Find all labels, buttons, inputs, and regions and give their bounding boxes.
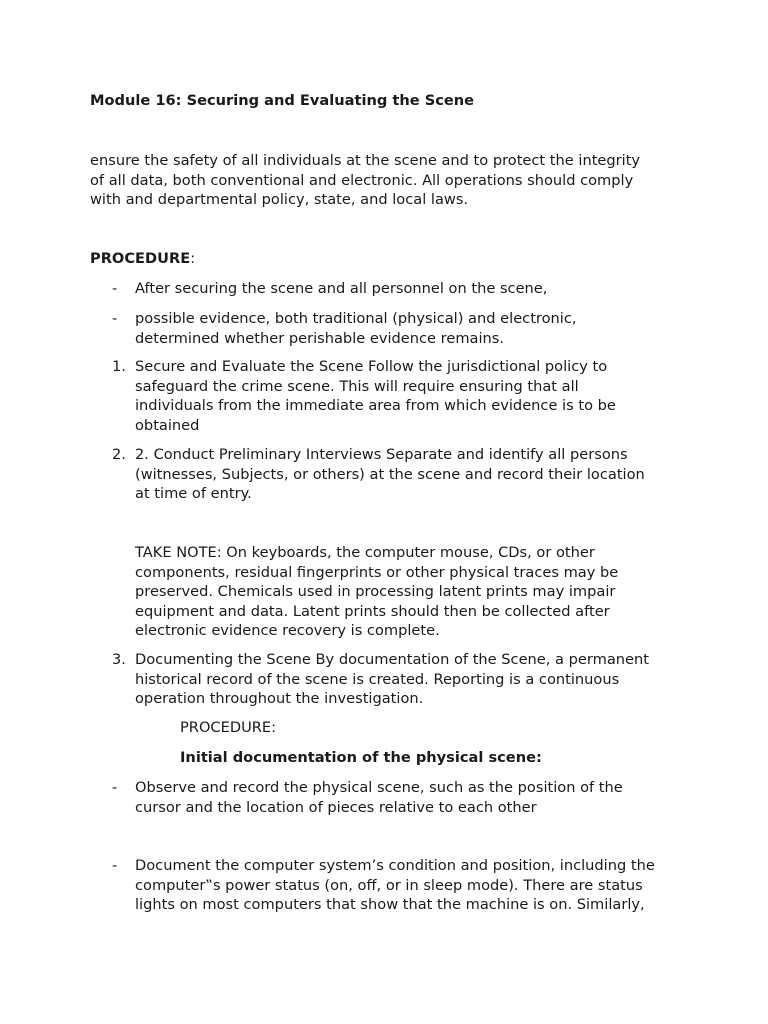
list-item xyxy=(135,778,623,817)
list-item-line: historical record of the scene is created. Reporting is a continuous xyxy=(135,670,620,688)
sub-procedure-label: PROCEDURE: xyxy=(180,719,277,736)
list-item-line: safeguard the crime scene. This will require ensuring that all xyxy=(135,377,579,395)
numbered-item-1 xyxy=(135,357,616,435)
list-item-line: lights on most computers that show that the machine is on. Similarly, xyxy=(135,896,645,913)
list-item-line: Documenting the Scene By documentation of the Scene, a permanent xyxy=(135,651,649,668)
procedure-colon: : xyxy=(190,250,196,267)
bullet-marker: - xyxy=(112,779,118,796)
intro-line: ensure the safety of all individuals at the scene and to protect the integrity xyxy=(90,152,641,169)
list-item-line: individuals from the immediate area from which evidence is to be xyxy=(135,397,616,414)
list-item xyxy=(135,279,547,299)
take-note-paragraph xyxy=(135,543,618,641)
list-item-line: cursor and the location of pieces relative to each other xyxy=(135,798,537,816)
take-note-line: components, residual fingerprints or other physical traces may be xyxy=(135,563,619,581)
list-item-line: determined whether perishable evidence remains. xyxy=(135,329,505,347)
bullet-marker: - xyxy=(112,280,118,297)
take-note-line: equipment and data. Latent prints should then be collected after xyxy=(135,602,610,620)
list-number: 2. xyxy=(112,446,126,463)
list-item-line: obtained xyxy=(135,416,200,434)
intro-line: of all data, both conventional and electronic. All operations should comply xyxy=(90,171,634,189)
sub-heading: Initial documentation of the physical scene: xyxy=(180,749,542,766)
list-item-line: computer‟s power status (on, off, or in sleep mode). There are status xyxy=(135,876,643,894)
procedure-heading xyxy=(90,249,195,269)
list-item-line: Observe and record the physical scene, such as the position of the xyxy=(135,779,623,796)
take-note-line: preserved. Chemicals used in processing latent prints may impair xyxy=(135,583,616,600)
list-item-line: (witnesses, Subjects, or others) at the scene and record their location xyxy=(135,465,645,483)
numbered-item-3 xyxy=(135,650,649,709)
intro-paragraph xyxy=(90,151,640,210)
numbered-item-2 xyxy=(135,445,645,504)
list-item xyxy=(135,309,577,348)
list-number: 3. xyxy=(112,651,126,668)
list-item-line: After securing the scene and all personnel on the scene, xyxy=(135,280,548,297)
list-item-line: 2. Conduct Preliminary Interviews Separate and identify all persons xyxy=(135,446,628,463)
take-note-line: TAKE NOTE: On keyboards, the computer mouse, CDs, or other xyxy=(135,544,595,561)
list-item-line: at time of entry. xyxy=(135,485,252,502)
take-note-line: electronic evidence recovery is complete. xyxy=(135,622,440,639)
list-number: 1. xyxy=(112,358,126,375)
intro-line: with and departmental policy, state, and local laws. xyxy=(90,191,469,208)
module-title: Module 16: Securing and Evaluating the Scene xyxy=(90,92,475,109)
list-item xyxy=(135,856,655,915)
bullet-marker: - xyxy=(112,310,118,327)
list-item-line: Document the computer system’s condition and position, including the xyxy=(135,857,655,874)
bullet-marker: - xyxy=(112,857,118,874)
list-item-line: operation throughout the investigation. xyxy=(135,690,424,707)
list-item-line: possible evidence, both traditional (physical) and electronic, xyxy=(135,310,577,327)
list-item-line: Secure and Evaluate the Scene Follow the jurisdictional policy to xyxy=(135,358,608,375)
procedure-label: PROCEDURE xyxy=(90,250,191,267)
